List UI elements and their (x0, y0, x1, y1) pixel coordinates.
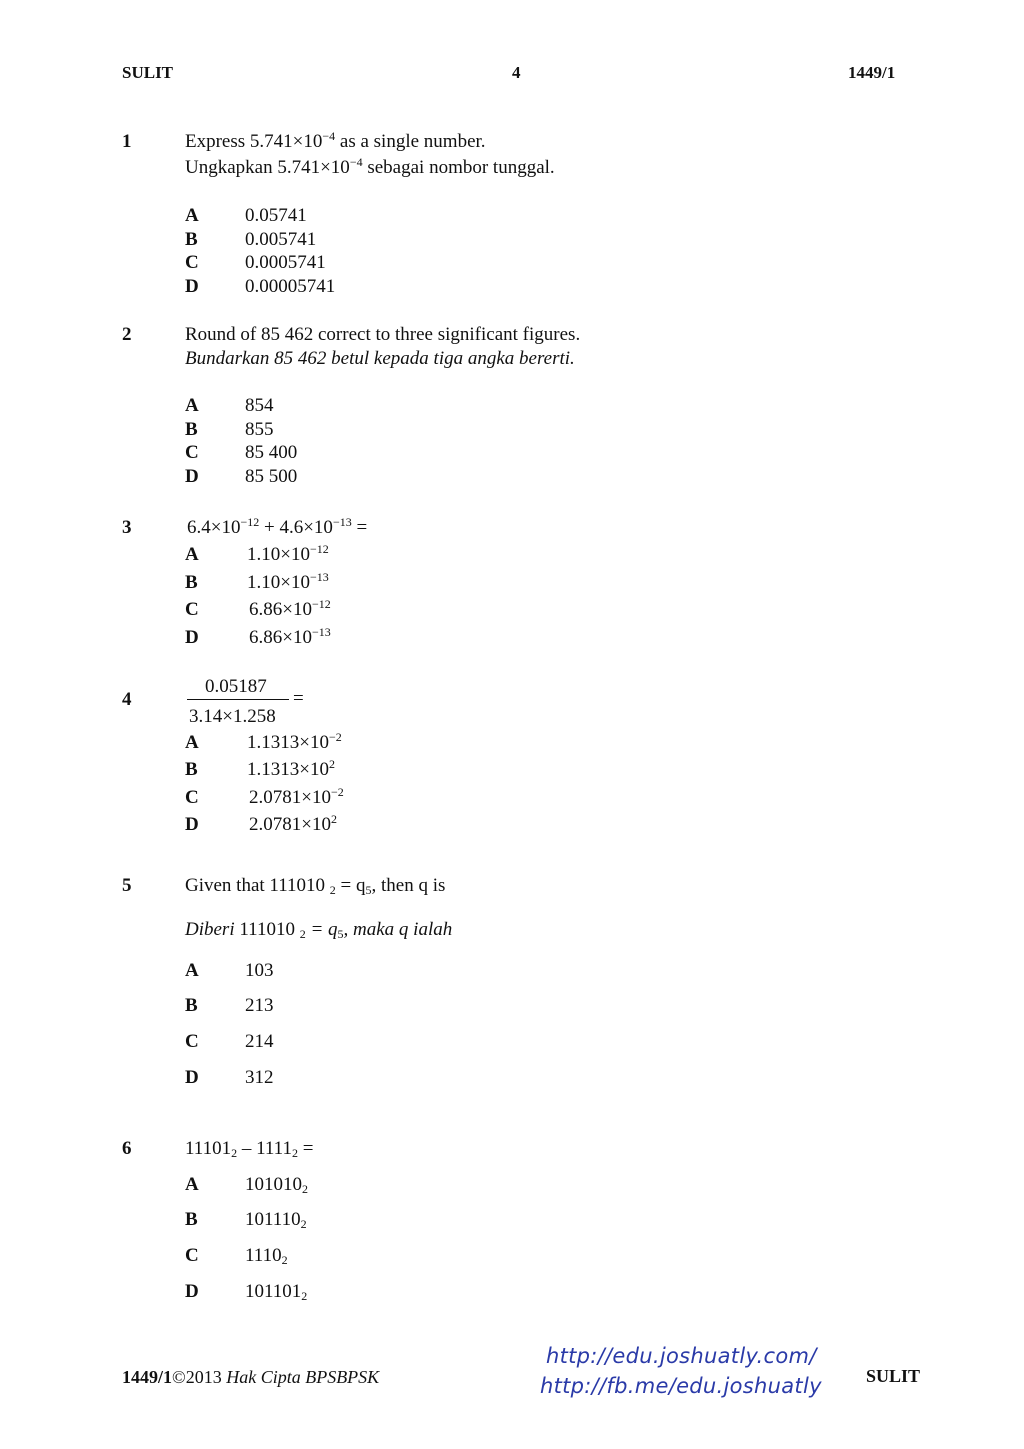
option-letter: A (185, 960, 199, 981)
base-value: 1.1313×10 (247, 759, 329, 780)
question-expression (187, 515, 368, 538)
text-part: Given that 111010 (185, 875, 330, 896)
option-letter: D (185, 1067, 199, 1088)
value: 101101 (245, 1281, 302, 1302)
option-letter: C (185, 787, 199, 808)
footer-sulit: SULIT (866, 1366, 921, 1386)
term: 6.4×10 (187, 517, 241, 538)
exponent: −13 (332, 515, 352, 529)
option-letter: B (185, 419, 198, 440)
equals-sign: = (293, 688, 304, 709)
option-text: 103 (245, 960, 274, 981)
header-sulit: SULIT (122, 63, 174, 82)
option-letter: D (185, 466, 199, 487)
text-part: Diberi (185, 919, 240, 940)
copyright-year: ©2013 (172, 1367, 227, 1387)
exponent: −12 (240, 515, 260, 529)
numerator: 0.05187 (205, 676, 267, 697)
base-value: 6.86×10 (249, 627, 312, 648)
exponent: −12 (311, 597, 331, 611)
option-text: 312 (245, 1067, 274, 1088)
text-part: , then q is (371, 875, 446, 896)
base-subscript: 2 (281, 1253, 288, 1267)
option-text (247, 730, 342, 753)
option-text (249, 812, 337, 835)
footer-paper-code: 1449/1 (122, 1367, 173, 1387)
question-number: 3 (122, 517, 132, 538)
base-subscript: 2 (329, 883, 336, 897)
option-letter: C (185, 1245, 199, 1266)
base-subscript: 2 (299, 927, 306, 941)
base-subscript: 2 (301, 1289, 308, 1303)
option-letter: B (185, 759, 198, 780)
option-letter: D (185, 276, 199, 297)
base-subscript: 2 (302, 1182, 308, 1196)
option-text (249, 625, 331, 648)
base-value: 5.741×10 (249, 131, 323, 152)
text-part: = q (335, 875, 366, 896)
text-part: as a single number. (335, 131, 486, 152)
option-text (245, 1282, 307, 1301)
term: 11101 (185, 1138, 232, 1159)
option-letter: D (185, 627, 199, 648)
text-part: Express (185, 131, 250, 152)
option-text (249, 597, 331, 620)
option-text (245, 1175, 308, 1194)
option-text: 0.00005741 (245, 276, 336, 297)
text-part: = q (305, 919, 338, 940)
option-text (247, 542, 329, 565)
option-letter: C (185, 252, 199, 273)
question-text-en (185, 129, 486, 152)
option-text: 0.005741 (245, 229, 317, 250)
question-number: 6 (122, 1138, 132, 1159)
facebook-link[interactable]: http://fb.me/edu.joshuatly (540, 1374, 822, 1398)
exponent: −13 (309, 570, 329, 584)
option-letter: A (185, 544, 199, 565)
base-value: 2.0781×10 (249, 814, 331, 835)
footer-copyright (122, 1368, 379, 1386)
question-number: 2 (122, 324, 132, 345)
option-text (247, 757, 335, 780)
base-value: 1.1313×10 (247, 732, 329, 753)
question-expression (185, 1139, 313, 1158)
page-number: 4 (512, 63, 521, 82)
text-part: 111010 (239, 919, 300, 940)
option-text: 854 (245, 395, 274, 416)
base-subscript: 2 (231, 1146, 238, 1160)
equals-sign: = (351, 517, 368, 538)
option-text (245, 1210, 307, 1229)
option-text: 213 (245, 995, 274, 1016)
option-letter: C (185, 1031, 199, 1052)
website-link[interactable]: http://edu.joshuatly.com/ (546, 1344, 817, 1368)
question-number: 5 (122, 875, 132, 896)
denominator: 3.14×1.258 (189, 706, 276, 727)
term: + 4.6×10 (259, 517, 333, 538)
option-letter: B (185, 229, 198, 250)
text-part: , maka q ialah (343, 919, 453, 940)
value: 101010 (245, 1174, 302, 1195)
question-text-ms: Bundarkan 85 462 betul kepada tiga angka bererti. (185, 348, 575, 369)
fraction-expression (187, 676, 317, 728)
value: 101110 (245, 1209, 301, 1230)
exponent: −12 (309, 542, 329, 556)
option-letter: C (185, 442, 199, 463)
option-letter: B (185, 572, 198, 593)
option-letter: A (185, 205, 199, 226)
exponent: −4 (322, 129, 336, 143)
base-value: 2.0781×10 (249, 787, 331, 808)
question-text-en: Round of 85 462 correct to three significant figures. (185, 324, 581, 345)
option-letter: C (185, 599, 199, 620)
copyright-holder: Hak Cipta BPSBPSK (226, 1367, 380, 1387)
base-subscript: 2 (300, 1217, 307, 1231)
base-value: 5.741×10 (277, 157, 350, 178)
question-number: 1 (122, 131, 132, 152)
equals-sign: = (297, 1138, 314, 1159)
base-value: 1.10×10 (247, 572, 310, 593)
option-letter: A (185, 732, 199, 753)
exponent: −2 (330, 785, 344, 799)
base-value: 1.10×10 (247, 544, 310, 565)
exponent: −13 (311, 625, 331, 639)
base-subscript: 5 (337, 927, 344, 941)
question-text-en (185, 876, 445, 895)
option-text: 85 400 (245, 442, 298, 463)
option-letter: D (185, 814, 199, 835)
option-text (245, 1246, 288, 1265)
text-part: sebagai nombor tunggal. (362, 157, 555, 178)
base-value: 6.86×10 (249, 599, 312, 620)
option-letter: A (185, 1174, 199, 1195)
option-text: 214 (245, 1031, 274, 1052)
exponent: −4 (349, 155, 363, 169)
exponent: −2 (328, 730, 342, 744)
option-text: 0.0005741 (245, 252, 326, 273)
fraction-bar (187, 699, 289, 700)
option-letter: A (185, 395, 199, 416)
option-text: 0.05741 (245, 205, 307, 226)
question-number: 4 (122, 689, 132, 710)
exponent: 2 (328, 757, 335, 771)
base-subscript: 5 (365, 883, 372, 897)
option-text (249, 785, 344, 808)
exponent: 2 (330, 812, 337, 826)
question-text-ms (185, 920, 452, 939)
option-letter: D (185, 1281, 199, 1302)
question-text-ms (185, 155, 555, 178)
header-paper-code: 1449/1 (848, 63, 896, 82)
option-text (247, 570, 329, 593)
option-text: 855 (245, 419, 274, 440)
base-subscript: 2 (291, 1146, 298, 1160)
option-letter: B (185, 995, 198, 1016)
term: – 1111 (237, 1138, 292, 1159)
value: 1110 (245, 1245, 282, 1266)
option-text: 85 500 (245, 466, 298, 487)
option-letter: B (185, 1209, 198, 1230)
text-part: Ungkapkan (185, 157, 278, 178)
